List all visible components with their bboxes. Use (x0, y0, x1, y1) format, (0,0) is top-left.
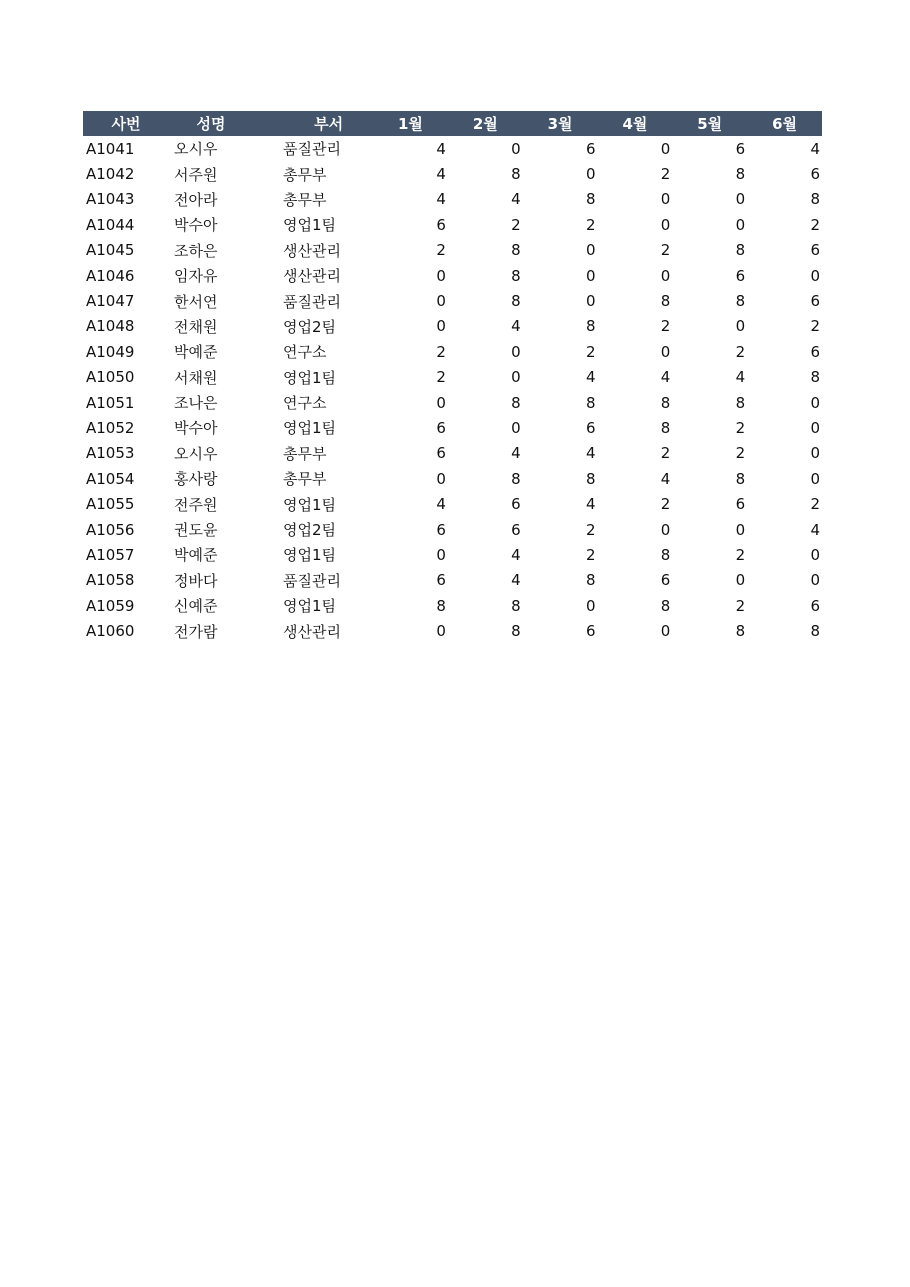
cell-employee-name: 한서연 (174, 292, 218, 311)
cell-month-3: 6 (585, 622, 596, 641)
cell-month-1: 0 (436, 292, 446, 311)
cell-employee-id: A1045 (86, 241, 135, 260)
cell-month-5: 8 (735, 165, 746, 184)
cell-month-2: 8 (511, 596, 521, 615)
cell-month-2: 4 (511, 571, 521, 590)
cell-month-6: 2 (810, 317, 820, 336)
cell-month-1: 0 (436, 545, 446, 564)
cell-month-1: 0 (436, 266, 446, 285)
cell-month-1: 0 (436, 317, 446, 336)
cell-month-5: 8 (735, 393, 746, 412)
cell-month-5: 6 (735, 495, 746, 514)
cell-month-6: 0 (810, 444, 820, 463)
cell-month-6: 6 (810, 596, 820, 615)
cell-month-5: 2 (735, 342, 746, 361)
cell-month-5: 2 (735, 596, 746, 615)
cell-department: 영업1팀 (283, 495, 337, 514)
cell-employee-name: 조나은 (174, 394, 218, 413)
cell-month-6: 0 (810, 393, 820, 412)
cell-month-4: 8 (660, 292, 671, 311)
cell-month-6: 4 (810, 139, 820, 158)
cell-department: 연구소 (283, 394, 327, 413)
cell-month-2: 0 (511, 139, 521, 158)
cell-month-6: 0 (810, 469, 820, 488)
cell-month-2: 8 (511, 241, 521, 260)
cell-month-4: 8 (660, 393, 671, 412)
cell-month-2: 8 (511, 393, 521, 412)
header-month-2: 2월 (472, 115, 498, 133)
cell-employee-name: 조하은 (174, 241, 218, 260)
cell-month-2: 4 (511, 317, 521, 336)
cell-month-4: 6 (660, 571, 671, 590)
data-sheet (83, 111, 822, 644)
table-row (83, 365, 822, 390)
cell-employee-id: A1054 (86, 469, 135, 488)
cell-month-3: 4 (585, 368, 596, 387)
cell-month-6: 0 (810, 418, 820, 437)
header-month-5: 5월 (697, 115, 723, 133)
cell-month-5: 0 (735, 190, 746, 209)
cell-month-5: 8 (735, 469, 746, 488)
cell-department: 생산관리 (283, 622, 341, 641)
cell-month-1: 4 (436, 165, 446, 184)
table-row (83, 263, 822, 288)
cell-month-4: 2 (660, 165, 671, 184)
header-dept: 부서 (314, 115, 344, 133)
cell-employee-name: 서채원 (174, 368, 218, 387)
cell-month-4: 8 (660, 545, 671, 564)
cell-department: 영업1팀 (283, 419, 337, 438)
cell-month-4: 2 (660, 444, 671, 463)
cell-month-2: 4 (511, 545, 521, 564)
employee-table (83, 111, 822, 644)
header-month-3: 3월 (547, 115, 573, 133)
cell-month-4: 2 (660, 241, 671, 260)
cell-employee-name: 전채원 (174, 317, 218, 336)
cell-month-2: 0 (511, 342, 521, 361)
cell-department: 총무부 (283, 470, 327, 489)
cell-employee-id: A1047 (86, 292, 135, 311)
cell-month-6: 8 (810, 622, 820, 641)
cell-employee-name: 오시우 (174, 140, 218, 159)
cell-month-6: 0 (810, 545, 820, 564)
cell-employee-id: A1048 (86, 317, 135, 336)
cell-employee-id: A1059 (86, 596, 135, 615)
table-row (83, 415, 822, 440)
cell-month-2: 6 (511, 495, 521, 514)
cell-month-1: 6 (436, 520, 446, 539)
cell-month-5: 6 (735, 266, 746, 285)
cell-month-6: 6 (810, 342, 820, 361)
cell-department: 총무부 (283, 165, 327, 184)
cell-employee-name: 전주원 (174, 495, 218, 514)
table-row (83, 314, 822, 339)
cell-month-3: 8 (585, 393, 596, 412)
cell-month-1: 2 (436, 241, 446, 260)
cell-month-5: 0 (735, 317, 746, 336)
cell-department: 영업1팀 (283, 597, 337, 616)
table-row (83, 517, 822, 542)
header-month-6: 6월 (772, 115, 798, 133)
cell-month-4: 4 (660, 469, 671, 488)
cell-employee-name: 권도윤 (174, 521, 218, 540)
cell-month-3: 4 (585, 444, 596, 463)
cell-employee-name: 박예준 (174, 546, 218, 565)
cell-month-1: 2 (436, 342, 446, 361)
cell-month-2: 8 (511, 266, 521, 285)
cell-month-5: 8 (735, 622, 746, 641)
cell-month-3: 0 (585, 292, 596, 311)
header-row (83, 111, 822, 136)
cell-employee-name: 신예준 (174, 597, 218, 616)
table-row (83, 212, 822, 237)
cell-month-5: 0 (735, 571, 746, 590)
cell-employee-id: A1055 (86, 495, 135, 514)
cell-month-4: 0 (660, 622, 671, 641)
cell-month-1: 4 (436, 139, 446, 158)
cell-employee-id: A1044 (86, 215, 135, 234)
cell-month-5: 8 (735, 292, 746, 311)
cell-employee-id: A1053 (86, 444, 135, 463)
cell-month-3: 2 (585, 342, 596, 361)
cell-month-3: 6 (585, 139, 596, 158)
cell-employee-name: 오시우 (174, 444, 218, 463)
header-id: 사번 (111, 115, 141, 133)
cell-month-4: 0 (660, 139, 671, 158)
cell-month-2: 4 (511, 190, 521, 209)
cell-month-6: 4 (810, 520, 820, 539)
table-row (83, 542, 822, 567)
cell-employee-name: 홍사랑 (174, 470, 218, 489)
cell-employee-name: 박수아 (174, 216, 218, 235)
cell-employee-id: A1043 (86, 190, 135, 209)
cell-month-2: 8 (511, 469, 521, 488)
table-row (83, 288, 822, 313)
cell-month-2: 8 (511, 292, 521, 311)
cell-department: 생산관리 (283, 267, 341, 286)
cell-month-4: 0 (660, 342, 671, 361)
cell-month-6: 8 (810, 190, 820, 209)
cell-department: 영업2팀 (283, 317, 337, 336)
cell-department: 영업1팀 (283, 546, 337, 565)
cell-month-1: 0 (436, 622, 446, 641)
cell-month-3: 0 (585, 241, 596, 260)
cell-department: 영업1팀 (283, 216, 337, 235)
cell-employee-name: 박수아 (174, 419, 218, 438)
cell-employee-id: A1052 (86, 418, 135, 437)
cell-month-3: 0 (585, 266, 596, 285)
cell-employee-id: A1041 (86, 139, 135, 158)
cell-month-2: 6 (511, 520, 521, 539)
cell-month-3: 8 (585, 571, 596, 590)
cell-month-1: 4 (436, 190, 446, 209)
cell-month-3: 8 (585, 317, 596, 336)
cell-employee-id: A1042 (86, 165, 135, 184)
table-row (83, 491, 822, 516)
cell-month-4: 8 (660, 596, 671, 615)
cell-month-3: 0 (585, 596, 596, 615)
table-row (83, 568, 822, 593)
cell-month-4: 4 (660, 368, 671, 387)
cell-month-3: 2 (585, 215, 596, 234)
table-row (83, 593, 822, 618)
cell-month-1: 0 (436, 469, 446, 488)
cell-employee-id: A1046 (86, 266, 135, 285)
header-month-4: 4월 (622, 115, 648, 133)
cell-employee-name: 정바다 (174, 571, 218, 590)
cell-month-5: 0 (735, 215, 746, 234)
cell-month-4: 0 (660, 215, 671, 234)
cell-month-3: 4 (585, 495, 596, 514)
table-body (83, 136, 822, 644)
cell-employee-name: 서주원 (174, 165, 218, 184)
cell-employee-id: A1057 (86, 545, 135, 564)
cell-month-4: 8 (660, 418, 671, 437)
cell-employee-name: 임자유 (174, 267, 218, 286)
table-row (83, 618, 822, 643)
cell-month-6: 0 (810, 571, 820, 590)
cell-month-2: 8 (511, 165, 521, 184)
cell-department: 총무부 (283, 190, 327, 209)
cell-month-1: 6 (436, 215, 446, 234)
cell-month-4: 2 (660, 495, 671, 514)
cell-month-6: 6 (810, 165, 820, 184)
cell-month-6: 0 (810, 266, 820, 285)
cell-department: 총무부 (283, 444, 327, 463)
cell-month-3: 8 (585, 469, 596, 488)
cell-month-6: 2 (810, 215, 820, 234)
cell-month-4: 0 (660, 520, 671, 539)
cell-month-1: 6 (436, 571, 446, 590)
cell-month-3: 2 (585, 520, 596, 539)
cell-month-1: 6 (436, 418, 446, 437)
cell-month-5: 4 (735, 368, 746, 387)
table-row (83, 136, 822, 161)
cell-employee-id: A1056 (86, 520, 135, 539)
cell-department: 영업1팀 (283, 368, 337, 387)
table-row (83, 187, 822, 212)
cell-month-5: 6 (735, 139, 746, 158)
cell-department: 품질관리 (283, 571, 341, 590)
cell-month-3: 6 (585, 418, 596, 437)
cell-month-1: 8 (436, 596, 446, 615)
cell-month-6: 6 (810, 241, 820, 260)
cell-employee-id: A1049 (86, 342, 135, 361)
header-name: 성명 (196, 115, 226, 133)
cell-employee-id: A1058 (86, 571, 135, 590)
cell-department: 품질관리 (283, 140, 341, 159)
cell-month-4: 0 (660, 266, 671, 285)
cell-month-6: 6 (810, 292, 820, 311)
cell-month-5: 2 (735, 444, 746, 463)
cell-employee-name: 전아라 (174, 190, 218, 209)
cell-employee-name: 박예준 (174, 343, 218, 362)
cell-month-3: 8 (585, 190, 596, 209)
cell-employee-id: A1060 (86, 622, 135, 641)
cell-month-4: 0 (660, 190, 671, 209)
cell-month-1: 0 (436, 393, 446, 412)
cell-month-3: 0 (585, 165, 596, 184)
table-row (83, 441, 822, 466)
cell-employee-name: 전가람 (174, 622, 218, 641)
table-row (83, 339, 822, 364)
table-row (83, 390, 822, 415)
cell-month-5: 0 (735, 520, 746, 539)
cell-month-1: 2 (436, 368, 446, 387)
cell-month-1: 6 (436, 444, 446, 463)
cell-department: 연구소 (283, 343, 327, 362)
table-row (83, 161, 822, 186)
cell-department: 영업2팀 (283, 521, 337, 540)
cell-employee-id: A1050 (86, 368, 135, 387)
table-row (83, 466, 822, 491)
cell-month-2: 0 (511, 418, 521, 437)
cell-month-2: 8 (511, 622, 521, 641)
cell-month-3: 2 (585, 545, 596, 564)
cell-department: 생산관리 (283, 241, 341, 260)
cell-month-5: 8 (735, 241, 746, 260)
cell-month-5: 2 (735, 545, 746, 564)
cell-month-2: 2 (511, 215, 521, 234)
cell-month-6: 2 (810, 495, 820, 514)
cell-month-2: 0 (511, 368, 521, 387)
cell-employee-id: A1051 (86, 393, 135, 412)
cell-department: 품질관리 (283, 292, 341, 311)
cell-month-4: 2 (660, 317, 671, 336)
table-row (83, 238, 822, 263)
cell-month-2: 4 (511, 444, 521, 463)
header-month-1: 1월 (398, 115, 423, 133)
cell-month-1: 4 (436, 495, 446, 514)
cell-month-5: 2 (735, 418, 746, 437)
cell-month-6: 8 (810, 368, 820, 387)
